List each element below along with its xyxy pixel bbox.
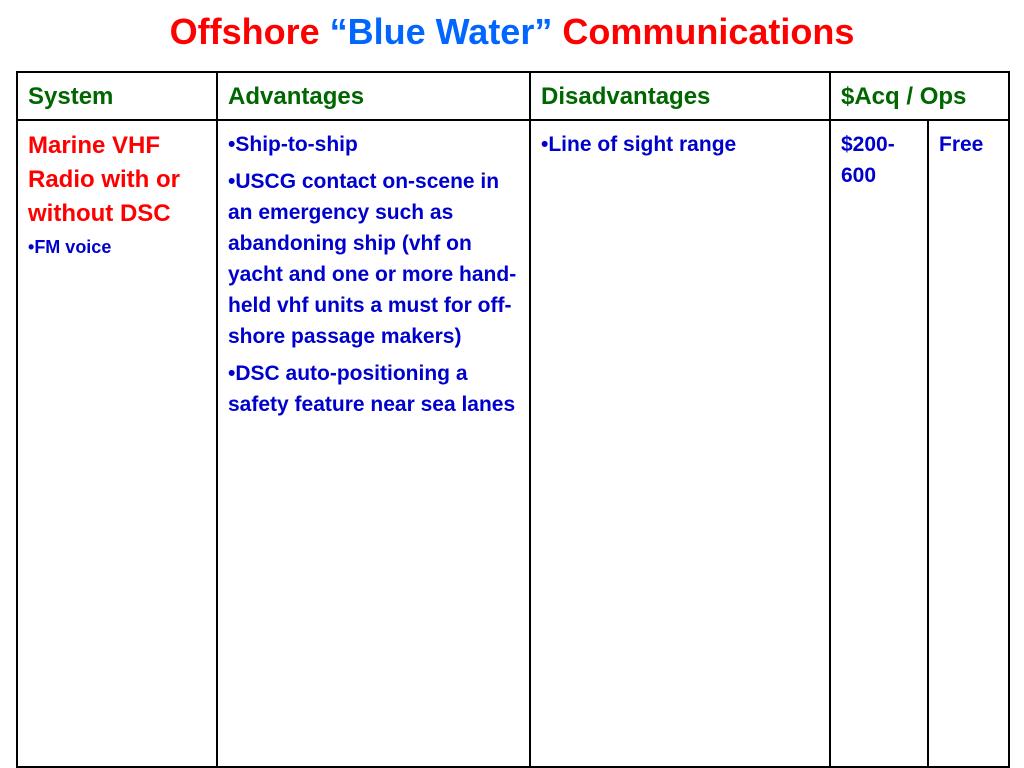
header-disadvantages: Disadvantages	[541, 83, 711, 110]
header-cost: $Acq / Ops	[841, 83, 967, 110]
table-header-row	[17, 72, 1009, 120]
system-sub-text: FM voice	[34, 237, 112, 257]
header-cell-advantages	[217, 72, 530, 120]
system-name: Marine VHF Radio with or without DSC	[28, 132, 180, 227]
comparison-table	[16, 71, 1010, 768]
bullet-glyph: •	[541, 133, 549, 156]
disadvantage-text: Line of sight range	[548, 133, 737, 156]
advantage-item	[228, 129, 519, 160]
system-sub-bullet	[28, 235, 206, 259]
bullet-glyph: •	[228, 133, 236, 156]
header-cell-system	[17, 72, 217, 120]
header-system: System	[28, 83, 114, 110]
bullet-glyph: •	[228, 362, 236, 385]
advantage-text: Ship-to-ship	[235, 133, 358, 156]
header-cell-cost	[830, 72, 1009, 120]
ops-cost-value: Free	[939, 133, 984, 156]
advantage-item	[228, 166, 519, 352]
header-advantages: Advantages	[228, 83, 365, 110]
acq-cost-value: $200-600	[841, 133, 895, 187]
disadvantage-item	[541, 129, 819, 160]
slide-title	[0, 8, 1024, 56]
advantages-cell	[217, 120, 530, 767]
title-part-offshore: Offshore	[169, 11, 330, 52]
title-part-blue-water: “Blue Water”	[329, 11, 553, 52]
acq-cost-cell	[830, 120, 928, 767]
advantage-item	[228, 358, 519, 420]
advantage-text: DSC auto-positioning a safety feature near sea lanes	[228, 362, 516, 416]
system-cell	[17, 120, 217, 767]
disadvantages-cell	[530, 120, 830, 767]
header-cell-disadvantages	[530, 72, 830, 120]
ops-cost-cell	[928, 120, 1009, 767]
table-row	[17, 120, 1009, 767]
title-part-communications: Communications	[552, 11, 855, 52]
advantage-text: USCG contact on-scene in an emergency such as abandoning ship (vhf on yacht and one or more hand-held vhf units a must for off-shore passage makers)	[228, 170, 517, 348]
bullet-glyph: •	[28, 237, 35, 257]
bullet-glyph: •	[228, 170, 236, 193]
